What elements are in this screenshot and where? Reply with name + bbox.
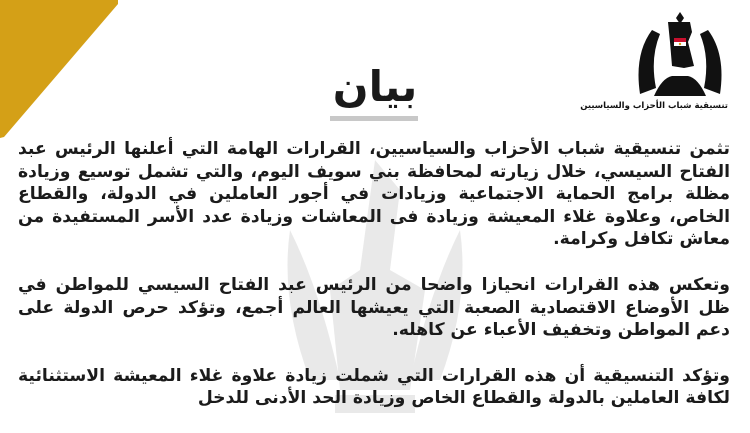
paragraph-2: وتعكس هذه القرارات انحيازا واضحا من الرئيس عبد الفتاح السيسي للمواطن في ظل الأوضاع الاقتصادية الصعبة التي يعيشها العالم أجمع، وتؤكد حرص الدولة على دعم المواطن وتخفيف الأعباء عن كاهله.	[18, 274, 730, 341]
logo-caption: تنسيقية شباب الأحزاب والسياسيين	[580, 101, 728, 111]
statement-body	[18, 138, 730, 433]
paragraph-1: تثمن تنسيقية شباب الأحزاب والسياسيين، القرارات الهامة التي أعلنها الرئيس عبد الفتاح السيسي، خلال زيارته لمحافظة بني سويف اليوم، والتي تشمل توسيع وزيادة مظلة برامج الحماية الاجتماعية وزيادات في أجور العاملين في الدولة، والقطاع الخاص، وعلاوة غلاء المعيشة وزيادة فى المعاشات وزيادة عدد الأسر المستفيدة من معاش تكافل وكرامة.	[18, 139, 730, 250]
paragraph-3: وتؤكد التنسيقية أن هذه القرارات التي شملت زيادة علاوة غلاء المعيشة الاستثنائية لكافة العاملين بالدولة والقطاع الخاص وزيادة الحد الأدنى للدخل	[18, 365, 730, 409]
document-title: بيان	[332, 62, 418, 111]
title-underline	[330, 116, 418, 121]
